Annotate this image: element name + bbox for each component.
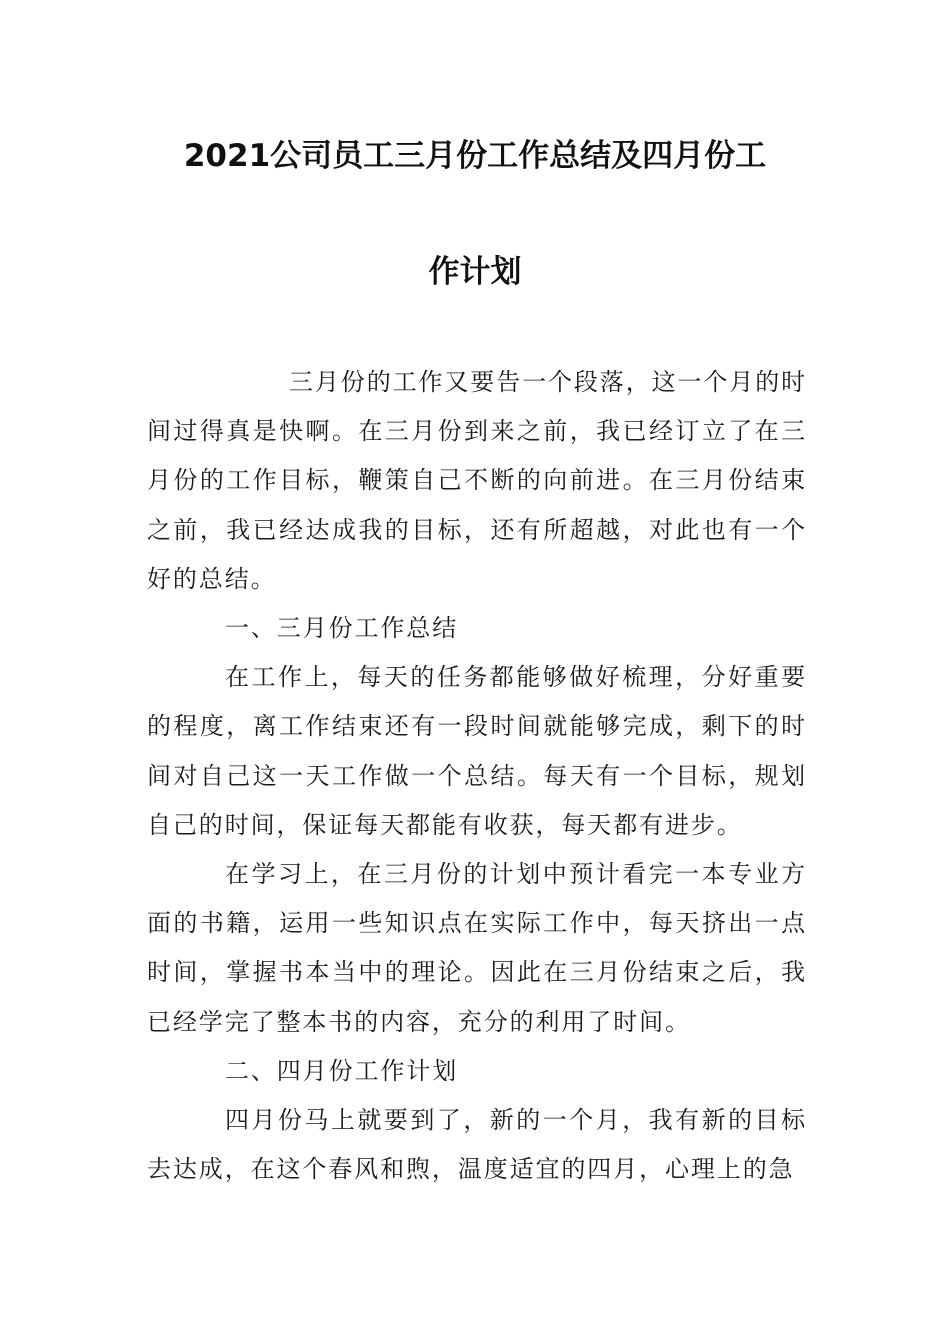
work-paragraph: 在工作上，每天的任务都能够做好梳理，分好重要的程度，离工作结束还有一段时间就能够完成，剩下的时间对自己这一天工作做一个总结。每天有一个目标，规划自己的时间，保证每天都能有收获，每天都有进步。	[147, 663, 807, 839]
april-plan-paragraph: 四月份马上就要到了，新的一个月，我有新的目标去达成，在这个春风和煦，温度适宜的四月，心理上的急	[147, 1106, 807, 1184]
section-heading-march-summary: 一、三月份工作总结	[225, 614, 459, 643]
section-heading-april-plan: 二、四月份工作计划	[225, 1056, 459, 1085]
document-title-line-1: 2021公司员工三月份工作总结及四月份工	[183, 138, 767, 174]
study-paragraph: 在学习上，在三月份的计划中预计看完一本专业方面的书籍，运用一些知识点在实际工作中，每天挤出一点时间，掌握书本当中的理论。因此在三月份结束之后，我已经学完了整本书的内容，充分的利用了时间。	[147, 860, 807, 1036]
document-title-line-2: 作计划	[428, 254, 522, 290]
document-body	[147, 358, 807, 1194]
intro-paragraph: 三月份的工作又要告一个段落，这一个月的时间过得真是快啊。在三月份到来之前，我已经订立了在三月份的工作目标，鞭策自己不断的向前进。在三月份结束之前，我已经达成我的目标，还有所超越，对此也有一个好的总结。	[147, 368, 807, 593]
